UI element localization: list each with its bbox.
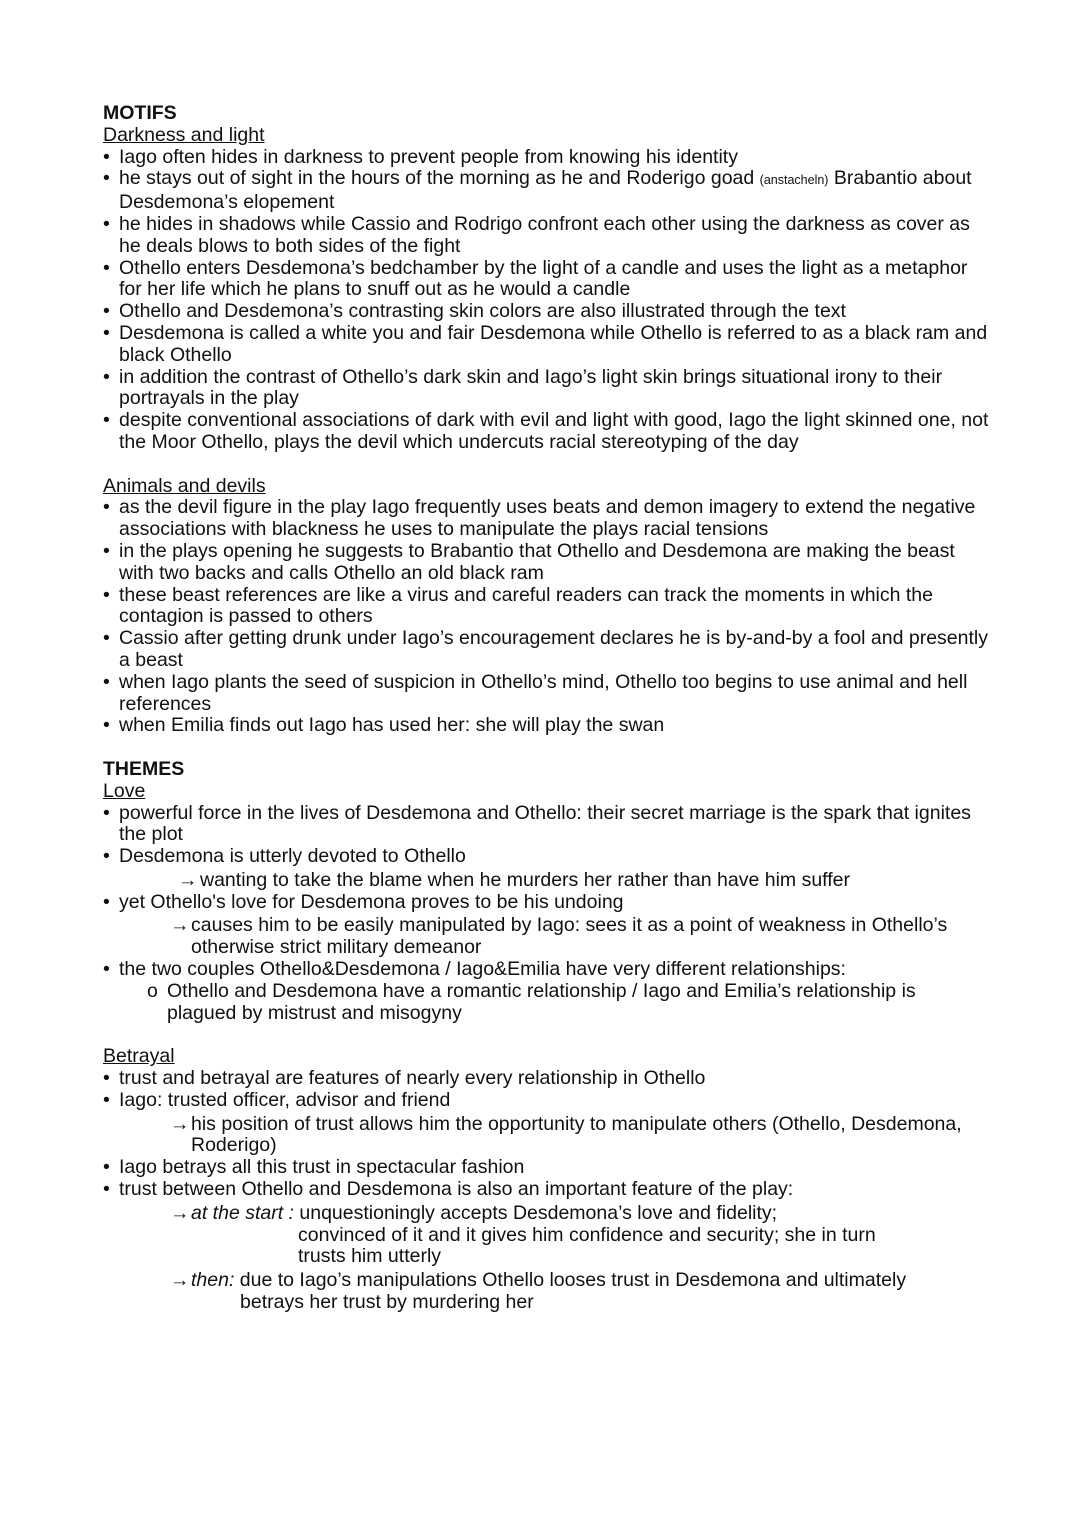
at-start-continuation: trusts him utterly (298, 1245, 442, 1268)
arrow-icon: → (170, 1269, 190, 1292)
list-item: • when Emilia finds out Iago has used her: she will play the swan (103, 715, 990, 737)
sub-item (147, 981, 990, 1025)
list-item: • trust between Othello and Desdemona is also an important feature of the play: (103, 1179, 990, 1201)
list-item: • Iago often hides in darkness to prevent people from knowing his identity (103, 147, 990, 169)
arrow-icon: → (170, 914, 190, 937)
list-item: • as the devil figure in the play Iago frequently uses beats and demon imagery to extend the negative associations with blackness he uses to manipulate the plays racial tensions (103, 497, 990, 541)
item-text: he stays out of sight in the hours of the morning as he and Roderigo goad (119, 167, 760, 190)
arrow-text: wanting to take the blame when he murders her rather than have him suffer (200, 868, 851, 891)
list-item: • these beast references are like a virus and careful readers can track the moments in which the contagion is passed to others (103, 585, 990, 629)
love-list-continued (103, 959, 990, 981)
arrow-icon: → (170, 1112, 190, 1135)
at-start-continuation: convinced of it and it gives him confidence and security; she in turn (298, 1223, 876, 1246)
list-item: • Desdemona is called a white you and fair Desdemona while Othello is referred to as a black ram and black Othello (103, 323, 990, 367)
at-start-text: unquestioningly accepts Desdemona’s love and fidelity; (293, 1201, 778, 1224)
arrow-icon: → (178, 868, 198, 891)
list-item: • yet Othello's love for Desdemona proves to be his undoing (103, 892, 990, 914)
then-label: then: (191, 1269, 235, 1292)
list-item: • Cassio after getting drunk under Iago’s encouragement declares he is by-and-by a fool and presently a beast (103, 628, 990, 672)
betrayal-list (103, 1068, 990, 1112)
list-item: • Desdemona is utterly devoted to Othello (103, 846, 990, 868)
list-item: • Othello enters Desdemona’s bedchamber by the light of a candle and uses the light as a metaphor for her life which he plans to snuff out as he would a candle (103, 258, 990, 302)
arrow-text: his position of trust allows him the opportunity to manipulate others (Othello, Desdemona, Roderigo) (191, 1112, 962, 1157)
list-item: • despite conventional associations of dark with evil and light with good, Iago the light skinned one, not the Moor Othello, plays the devil which undercuts racial stereotyping of the day (103, 410, 990, 454)
sub-item-text: Othello and Desdemona have a romantic relationship / Iago and Emilia’s relationship is plagued by mistrust and misogyny (167, 979, 916, 1024)
then-line (191, 1270, 990, 1292)
list-item: • in addition the contrast of Othello’s dark skin and Iago’s light skin brings situational irony to their portrayals in the play (103, 367, 990, 411)
love-list (103, 803, 990, 868)
circle-bullet-icon: o (147, 979, 158, 1002)
list-item: • trust and betrayal are features of nearly every relationship in Othello (103, 1068, 990, 1090)
love-list-continued (103, 892, 990, 914)
at-start-label: at the start : (191, 1201, 294, 1224)
then-note (103, 1270, 990, 1314)
betrayal-list-continued (103, 1157, 990, 1201)
list-item (103, 168, 990, 214)
arrow-note (103, 1114, 990, 1158)
list-item: • in the plays opening he suggests to Brabantio that Othello and Desdemona are making the beast with two backs and calls Othello an old black ram (103, 541, 990, 585)
arrow-icon: → (170, 1201, 190, 1224)
list-item: • the two couples Othello&Desdemona / Iago&Emilia have very different relationships: (103, 959, 990, 981)
then-continuation: betrays her trust by murdering her (240, 1291, 534, 1314)
animals-devils-heading: Animals and devils (103, 474, 266, 497)
spacer (103, 1024, 990, 1046)
darkness-light-heading: Darkness and light (103, 123, 265, 146)
animals-devils-list (103, 497, 990, 737)
list-item: • Othello and Desdemona’s contrasting skin colors are also illustrated through the text (103, 301, 990, 323)
love-heading: Love (103, 779, 146, 802)
arrow-note (103, 915, 990, 959)
spacer (103, 454, 990, 476)
list-item: • Iago: trusted officer, advisor and friend (103, 1090, 990, 1112)
item-text: Brabantio about Desdemona’s elopement (119, 167, 972, 214)
at-start-note (103, 1203, 990, 1268)
arrow-text: causes him to be easily manipulated by Iago: sees it as a point of weakness in Othello’s otherwise strict military demeanor (191, 914, 948, 959)
arrow-note (103, 870, 990, 892)
list-item: • powerful force in the lives of Desdemona and Othello: their secret marriage is the spark that ignites the plot (103, 803, 990, 847)
themes-heading: THEMES (103, 757, 185, 780)
spacer (103, 737, 990, 759)
list-item: • when Iago plants the seed of suspicion in Othello’s mind, Othello too begins to use animal and hell references (103, 672, 990, 716)
translation-note: (anstacheln) (759, 173, 829, 188)
betrayal-heading: Betrayal (103, 1045, 175, 1068)
list-item: • he hides in shadows while Cassio and Rodrigo confront each other using the darkness as cover as he deals blows to both sides of the fight (103, 214, 990, 258)
then-text: due to Iago’s manipulations Othello looses trust in Desdemona and ultimately (234, 1269, 907, 1292)
list-item: • Iago betrays all this trust in spectacular fashion (103, 1157, 990, 1179)
darkness-light-list (103, 147, 990, 454)
at-start-line (191, 1203, 990, 1225)
motifs-heading: MOTIFS (103, 102, 177, 124)
